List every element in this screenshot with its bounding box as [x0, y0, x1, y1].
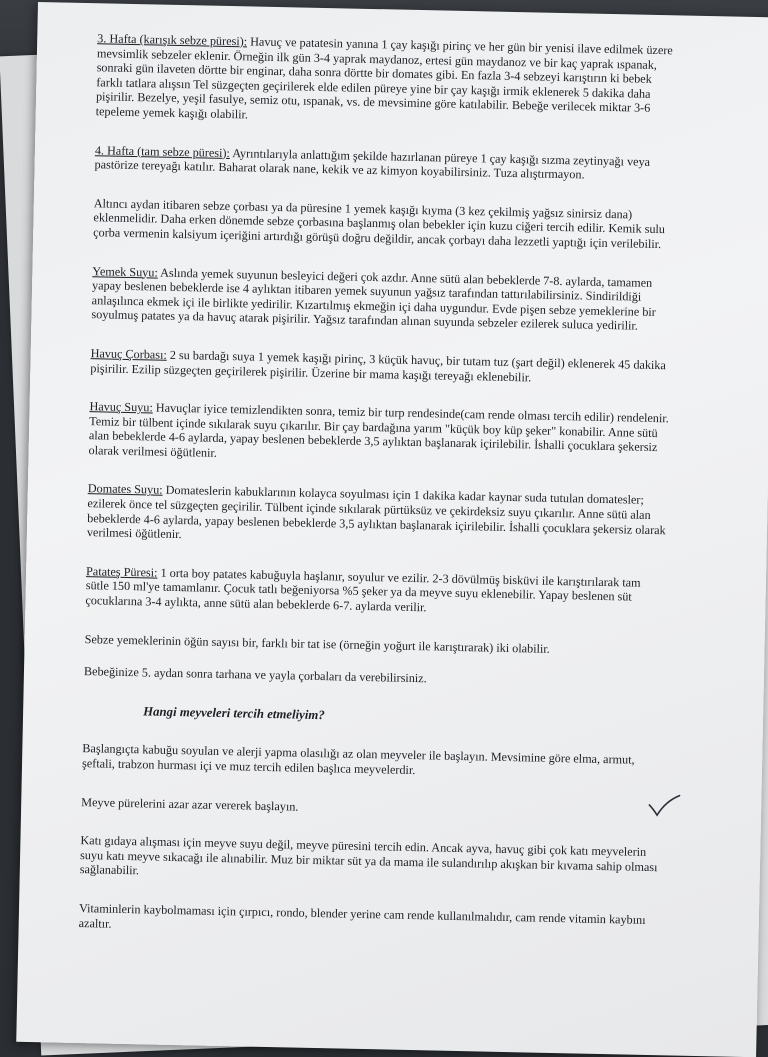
paragraph-tarhana [84, 664, 664, 691]
paragraph-body: Havuç ve patatesin yanına 1 çay kaşığı pirinç ve her gün bir yenisi ilave edilmek üzere mevsimlik sebzeler eklenir. Örneğin ilk gün 3-4 yaprak maydanoz, ertesi gün maydanoz ve bir kaç yaprak ıspanak, sonraki gün ilaveten dörtte bir enginar, daha sonra dörtte bir domates gibi. En fazla 3-4 sebzeyi karıştırın ki bebek farklı tatlara alışsın Tel süzgeçten geçirilerek elde edilen püreye yine bir çay kaşığı irmik eklenerek 5 dakika daha pişirilir. Bezelye, yeşil fasulye, semiz otu, ıspanak, vs. de mevsimine göre katılabilir. Bebeğe verilecek miktar 3-6 tepeleme yemek kaşığı olabilir. [95, 34, 673, 122]
paragraph-kati-gida: Katı gıdaya alışması için meyve suyu değil, meyve püresini tercih edin. Ancak ayva, havuç gibi çok katı meyvelerin suyu katı meyve sıkacağı ile alınabilir. Muz bir miktar süt ya da mama ile sulandırılıp akışkan bir kıvama sahip olması sağlanabilir. [79, 833, 658, 878]
paragraph-meyve-pure: Meyve pürelerini azar azar vererek başlayın. [81, 794, 299, 814]
document-page [16, 2, 768, 1057]
paragraph-body: Sebze yemeklerinin öğün sayısı bir, farklı bir tat ise (örneğin yoğurt ile karıştırarak) iki olabilir. [84, 631, 550, 656]
paragraph-lead: Havuç Suyu: [89, 399, 153, 415]
section-heading: Hangi meyveleri tercih etmeliyim? [143, 704, 325, 722]
paragraph-lead: 4. Hafta (tam sebze püresi): [94, 142, 231, 160]
paragraph-yemek-suyu [91, 264, 672, 335]
paragraph-lead: Patateş Püresi: [85, 563, 158, 580]
paragraph-body: Domateslerin kabuklarının kolayca soyulması için 1 dakika kadar kaynar suda tutulan domatesler; ezilerek önce tel süzgeçten geçirilir. Tülbent içinde sıkılarak pürtüksüz ve çekirdeksiz suyu çıkarılır. Anne sütü alan bebeklerde 4-6 aylarda, yapay beslenen bebeklerde 3,5 aylıktan başlanarak içirilebilir. İshalli çocuklara şekersiz olarak verilmesi öğütlenir. [86, 483, 666, 542]
paragraph-body: Havuçlar iyice temizlendikten sonra, temiz bir turp rendesinde(cam rende olması tercih edilir) rendelenir. Temiz bir tülbent içinde sıkılarak suyu çıkarılır. Bir çay bardağına yarım "küçük boy küp şeker" konabilir. Anne sütü alan bebeklerde 4-6 aylarda, yapay beslenen bebeklerde 3,5 aylıktan başlanarak içirilebilir. İshalli çocuklara şekersiz olarak verilmesi öğütlenir. [88, 400, 669, 460]
paragraph-body: Altıncı aydan itibaren sebze çorbası ya da püresine 1 yemek kaşığı kıyma (3 kez çekilmiş yağsız sinirsiz dana) eklenmelidir. Daha erken dönemde sebze çorbasına başlanmış olan bebekler için kuzu ciğeri tercih edilir. Kemik sulu çorba vermenin kalsiyum içeriğini artırdığı görüşü doğru değildir, ancak çorbayı daha lezzetli yaptığı için verilebilir. [93, 195, 666, 252]
paragraph-body: Bebeğinize 5. aydan sonra tarhana ve yayla çorbaları da verebilirsiniz. [83, 664, 427, 686]
paragraph-patates-puresi [85, 564, 666, 620]
paragraph-body: 2 su bardağı suya 1 yemek kaşığı pirinç, 3 küçük havuç, bir tutam tuz (şart değil) eklenerek 45 dakika pişirilir. Ezilip süzgeçten geçirilerek pişirilir. Üzerine bir mama kaşığı tereyağı eklenebilir. [90, 347, 667, 384]
paragraph-body: Ayrıntılarıyla anlattığım şekilde hazırlanan püreye 1 çay kaşığı sızma zeytinyağı veya pastörize tereyağı katılır. Baharat olarak nane, kekik ve az kimyon koyabilirsiniz. Tuza alıştırmayon. [94, 145, 651, 182]
document-text [78, 31, 677, 966]
paragraph-hafta-4 [94, 143, 674, 184]
paragraph-vitamin: Vitaminlerin kaybolmaması için çırpıcı, rondo, blender yerine cam rende kullanılmalıdır, cam rende vitamin kaybını azaltır. [78, 901, 646, 931]
paragraph-meyve-baslangic: Başlangıçta kabuğu soyulan ve alerji yapma olasılığı az olan meyveler ile başlayın. Mevsimine göre elma, armut, şeftali, trabzon hurması içi ve muz tercih edilen başlıca meyvelerdir. [81, 741, 635, 778]
paragraph-body: 1 orta boy patates kabuğuyla haşlanır, soyulur ve ezilir. 2-3 dövülmüş bisküvi ile karıştırılarak tam sütle 150 ml'ye tamamlanır. Çocuk tatlı beğeniyorsa %5 şeker ya da meyve suyu eklenebilir. Yapay beslenen süt çocuklarına 3-4 aylıkta, anne sütü alan bebeklerde 6-7. aylarda verilir. [85, 565, 641, 615]
paragraph-lead: Yemek Suyu: [92, 263, 158, 280]
paragraph-altinci-ay [93, 196, 674, 252]
paragraph-havuc-suyu [88, 399, 669, 470]
paragraph-lead: 3. Hafta (karışık sebze püresi): [97, 31, 248, 49]
paragraph-lead: Havuç Çorbası: [90, 346, 167, 362]
paragraph-lead: Domates Suyu: [87, 481, 163, 498]
paragraph-havuc-corbasi [90, 346, 670, 387]
paragraph-ogun-sayisi [85, 632, 665, 659]
handwritten-checkmark-icon [647, 793, 682, 820]
paragraph-body: Aslında yemek suyunun besleyici değeri çok azdır. Anne sütü alan bebeklerde 7-8. aylarda, tamamen yapay beslenen bebeklerde ise 4 aylıktan itibaren yemek suyunun yağsız tarafından tattırılabilirsiniz. Sindirildiği anlaşılınca ekmek içi ile birlikte yedirilir. Kızartılmış ekmeğin içi daha uygundur. Evde pişen sebze yemeklerine bir soyulmuş patates ya da havuç atarak pişirilir. Yağsız tarafından alınan suyunda sebzeler ezilerek suluca yedirilir. [91, 265, 656, 333]
paragraph-hafta-3 [96, 31, 678, 131]
paragraph-domates-suyu [87, 482, 668, 553]
